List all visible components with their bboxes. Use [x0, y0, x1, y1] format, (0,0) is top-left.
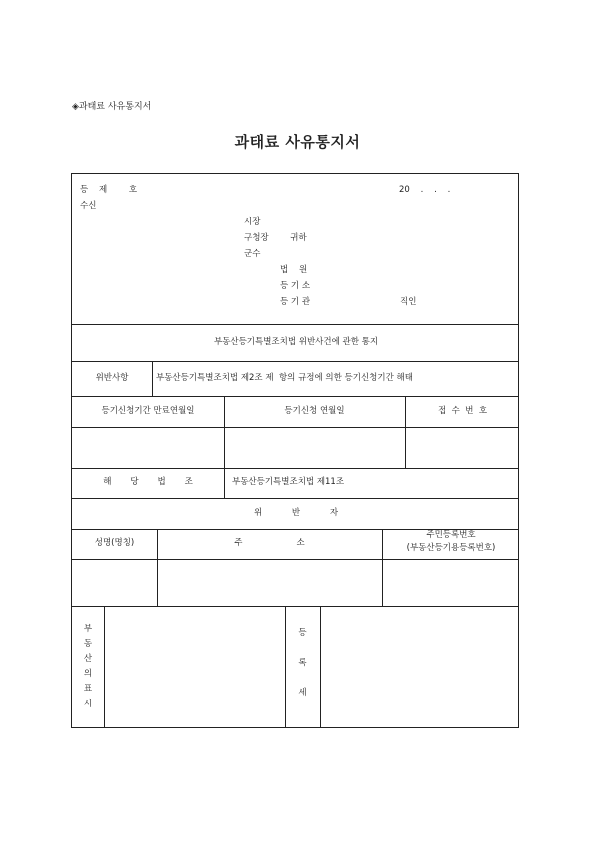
- applicable-law-label: 해 당 법 조: [103, 477, 193, 487]
- property-label-char: 동: [83, 639, 93, 649]
- deadline-date-header: 등기신청기간 만료연월일: [101, 406, 195, 416]
- property-description-label: [72, 624, 104, 714]
- sender-registrar: 등 기 관: [280, 297, 311, 307]
- col-divider: [320, 606, 321, 728]
- row-divider: [72, 498, 518, 499]
- row-divider: [72, 361, 518, 362]
- notice-subject: 부동산등기특별조치법 위반사건에 관한 통지: [213, 337, 379, 347]
- row-divider: [72, 427, 518, 428]
- violator-heading: 위 반 자: [253, 508, 339, 518]
- application-date-header: 등기신청 연월일: [284, 406, 345, 416]
- recipient-county-head: 군수: [244, 249, 261, 259]
- property-label-char: 표: [83, 684, 93, 694]
- violator-address-header: 주 소: [234, 538, 305, 548]
- receipt-number-header: 접 수 번 호: [437, 406, 488, 416]
- row-divider: [72, 396, 518, 397]
- col-divider: [224, 468, 225, 498]
- registration-tax-label: [285, 628, 320, 718]
- violation-label: 위반사항: [95, 373, 129, 383]
- document-title: 과태료 사유통지서: [234, 133, 361, 151]
- col-divider: [152, 361, 153, 396]
- property-label-char: 부: [83, 624, 93, 634]
- tax-label-char: 세: [298, 688, 307, 698]
- violation-content: 부동산등기특별조치법 제2조 제 항의 규정에 의한 등기신청기간 해태: [156, 373, 413, 383]
- violator-regno-subheader: (부동산등기용등록번호): [406, 543, 496, 553]
- sender-registry-office: 등 기 소: [280, 281, 311, 291]
- property-label-char: 산: [83, 654, 93, 664]
- row-divider: [72, 559, 518, 560]
- property-label-char: 시: [83, 699, 93, 709]
- row-divider: [72, 324, 518, 325]
- row-divider: [72, 606, 518, 607]
- official-seal-label: 직인: [400, 297, 417, 307]
- col-divider: [104, 606, 105, 728]
- notice-form: [71, 173, 519, 728]
- document-number-label: 등 제 호: [80, 185, 138, 195]
- header-note: ◈과태료 사유통지서: [72, 102, 152, 112]
- sender-court: 법 원: [280, 265, 308, 275]
- tax-label-char: 등: [298, 628, 307, 638]
- row-divider: [72, 468, 518, 469]
- violator-name-header: 성명(명칭): [94, 538, 135, 548]
- recipient-district-head: 구청장 귀하: [244, 233, 307, 243]
- violator-regno-header: 주민등록번호: [426, 530, 476, 540]
- applicable-law-content: 부동산등기특별조치법 제11조: [232, 477, 345, 487]
- issue-date: 20 . . .: [399, 185, 451, 195]
- property-label-char: 의: [83, 669, 93, 679]
- recipient-mayor: 시장: [244, 217, 261, 227]
- recipient-label: 수신: [80, 201, 97, 211]
- tax-label-char: 록: [298, 658, 307, 668]
